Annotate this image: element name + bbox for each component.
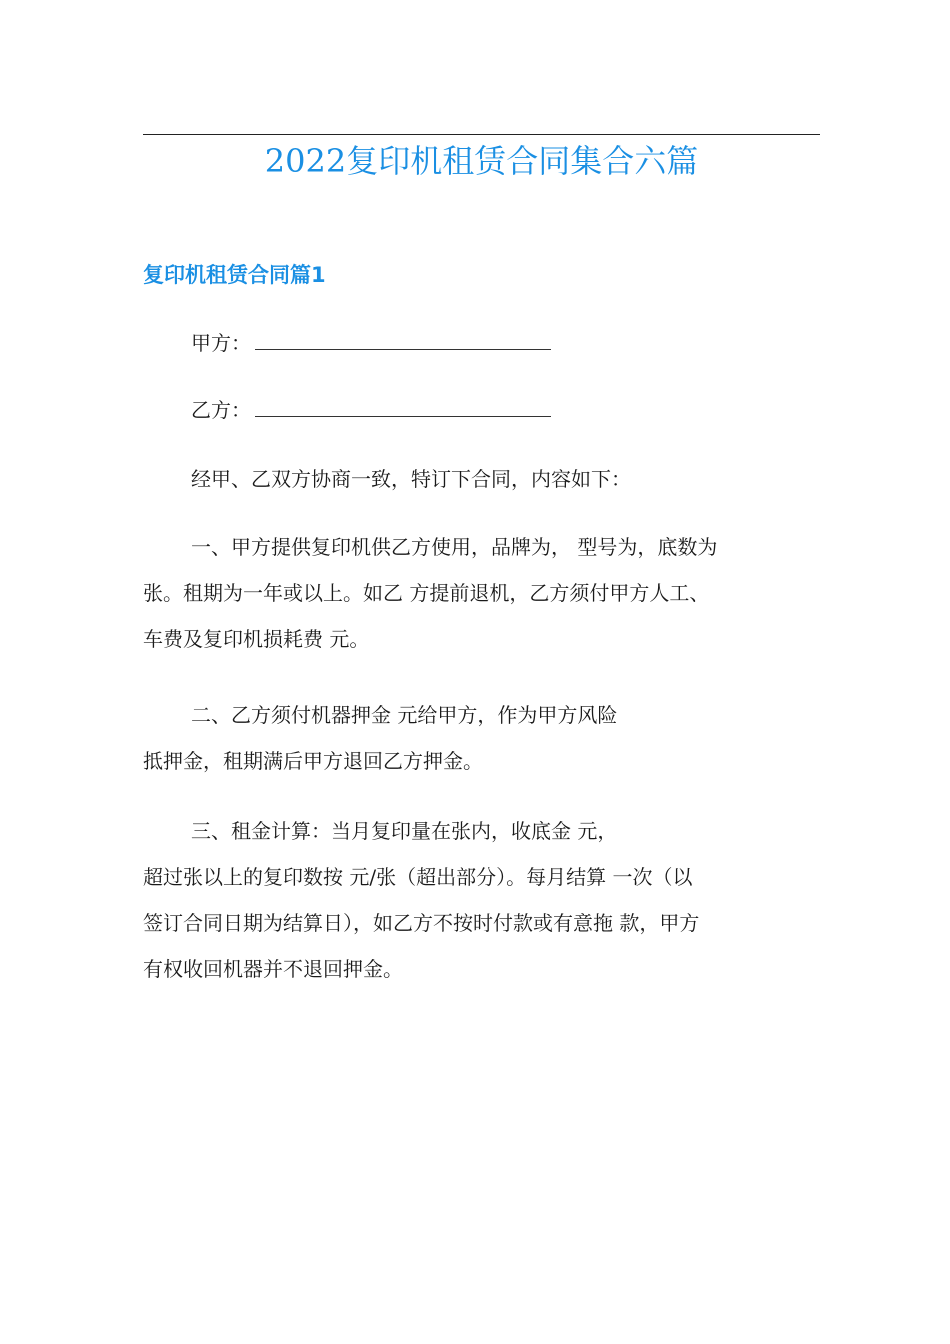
document-title: 2022复印机租赁合同集合六篇 [264, 142, 699, 180]
party-b-blank [255, 394, 551, 417]
party-b-label: 乙方： [191, 398, 251, 422]
clause-1-line-1: 一、甲方提供复印机供乙方使用，品牌为， 型号为，底数为 [191, 535, 718, 559]
intro-paragraph [143, 456, 823, 502]
clause-3-line-4: 有权收回机器并不退回押金。 [143, 957, 403, 981]
section-heading: 复印机租赁合同篇1 [143, 263, 326, 287]
clause-3-line-2: 超过张以上的复印数按 元/张（超出部分）。每月结算 一次（以 [143, 865, 693, 889]
party-a-label: 甲方： [191, 331, 251, 355]
clause-2-line-2: 抵押金，租期满后甲方退回乙方押金。 [143, 749, 483, 773]
clause-1-line-2: 张。租期为一年或以上。如乙 方提前退机，乙方须付甲方人工、 [143, 581, 710, 605]
clause-3-line-1: 三、租金计算：当月复印量在张内，收底金 元， [191, 819, 618, 843]
party-a-blank [255, 327, 551, 350]
party-a-line [143, 320, 823, 366]
intro-text: 经甲、乙双方协商一致，特订下合同，内容如下： [191, 467, 631, 491]
header-rule [143, 134, 820, 135]
clause-1-line-3: 车费及复印机损耗费 元。 [143, 627, 370, 651]
clause-3 [143, 808, 823, 992]
party-b-line [143, 387, 823, 433]
clause-1 [143, 524, 823, 662]
clause-2-line-1: 二、乙方须付机器押金 元给甲方，作为甲方风险 [191, 703, 618, 727]
clause-2 [143, 692, 823, 784]
clause-3-line-3: 签订合同日期为结算日），如乙方不按时付款或有意拖 款，甲方 [143, 911, 700, 935]
